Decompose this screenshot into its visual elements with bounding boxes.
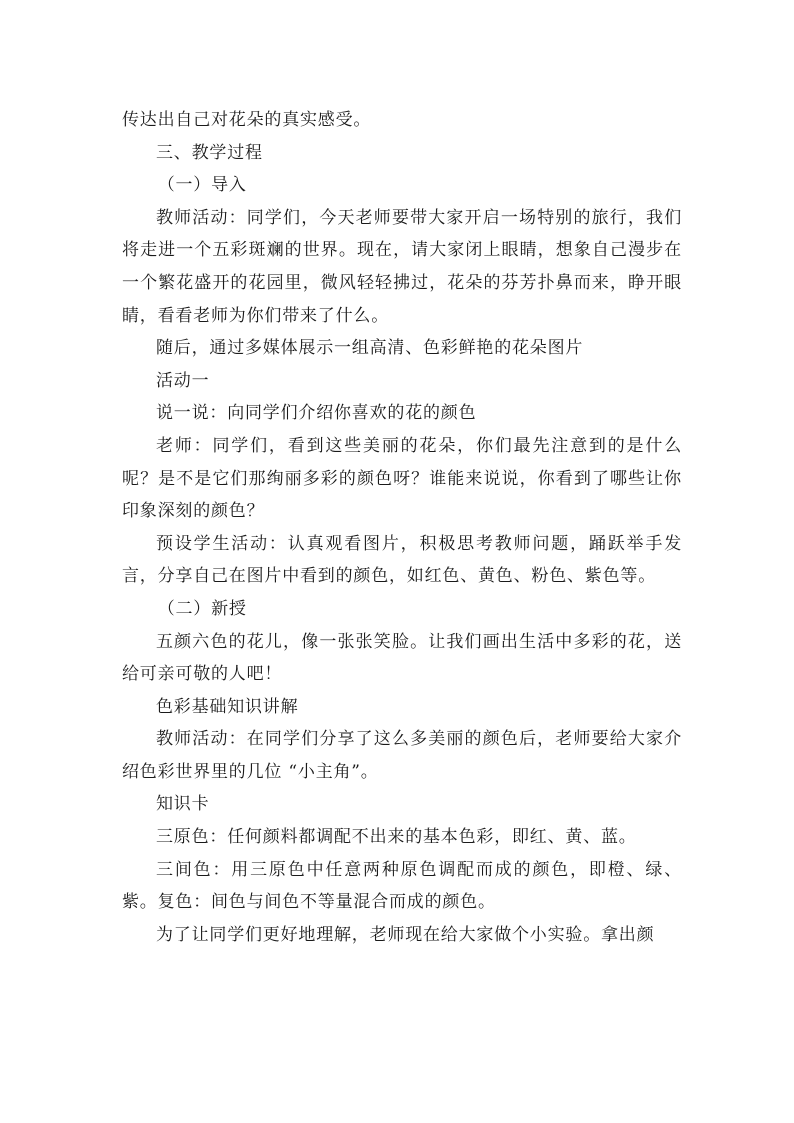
knowledge-card-heading: 知识卡 — [156, 794, 210, 815]
paragraph-flowers-smiles: 五颜六色的花儿，像一张张笑脸。让我们画出生活中多彩的花，送给可亲可敬的人吧！ — [122, 631, 682, 685]
paragraph-continuation: 传达出自己对花朵的真实感受。 — [122, 110, 372, 130]
paragraph-teacher-activity-intro: 教师活动：同学们，今天老师要带大家开启一场特别的旅行，我们将走进一个五彩斑斓的世界。现在，请大家闭上眼睛，想象自己漫步在一个繁花盛开的花园里，微风轻轻拂过，花朵的芬芳扑鼻而来，睁开眼睛，看看老师为你们带来了什么。 — [122, 207, 682, 326]
paragraph-teacher-color-intro: 教师活动：在同学们分享了这么多美丽的颜色后，老师要给大家介绍色彩世界里的几位 “小主角”。 — [122, 729, 682, 782]
document-body — [122, 104, 682, 951]
paragraph-experiment: 为了让同学们更好地理解，老师现在给大家做个小实验。拿出颜 — [156, 924, 655, 945]
paragraph-speak-task: 说一说：向同学们介绍你喜欢的花的颜色 — [156, 403, 477, 424]
paragraph-student-activity: 预设学生活动：认真观看图片，积极思考教师问题，踊跃举手发言，分享自己在图片中看到的颜色，如红色、黄色、粉色、紫色等。 — [122, 533, 682, 587]
section-heading-teaching-process: 三、教学过程 — [156, 142, 263, 163]
paragraph-teacher-question: 老师：同学们，看到这些美丽的花朵，你们最先注意到的是什么呢？是不是它们那绚丽多彩的颜色呀？谁能来说说，你看到了哪些让你印象深刻的颜色？ — [122, 435, 682, 522]
paragraph-primary-colors: 三原色：任何颜料都调配不出来的基本色彩，即红、黄、蓝。 — [156, 827, 637, 848]
subheading-introduction: （一）导入 — [157, 175, 247, 196]
paragraph-secondary-colors: 三间色：用三原色中任意两种原色调配而成的颜色，即橙、绿、紫。复色：间色与间色不等量混合而成的颜色。 — [122, 859, 682, 913]
activity-one-heading: 活动一 — [156, 370, 210, 391]
paragraph-multimedia-display: 随后，通过多媒体展示一组高清、色彩鲜艳的花朵图片 — [156, 338, 584, 359]
subheading-new-lesson: （二）新授 — [157, 598, 247, 619]
color-basics-heading: 色彩基础知识讲解 — [156, 696, 299, 717]
